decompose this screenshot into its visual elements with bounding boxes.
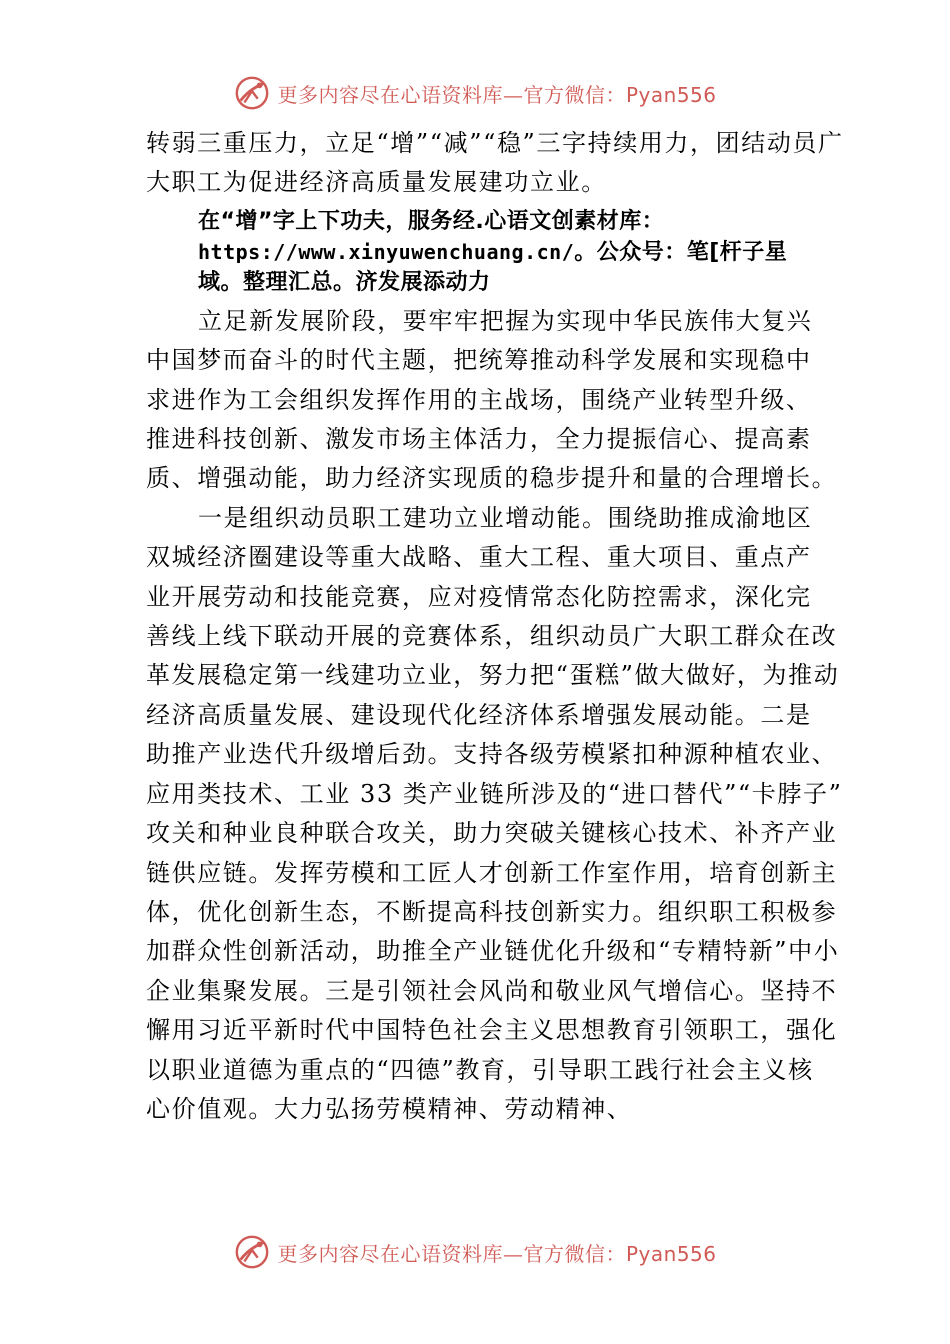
- text-line: 心价值观。大力弘扬劳模精神、劳动精神、: [146, 1094, 633, 1123]
- document-body: [146, 124, 844, 1129]
- text-line: 攻关和种业良种联合攻关，助力突破关键核心技术、补齐产业: [146, 819, 838, 848]
- text-line: 双城经济圈建设等重大战略、重大工程、重大项目、重点产: [146, 543, 812, 572]
- banner-text: 更多内容尽在心语资料库—官方微信：Pyan556: [277, 82, 717, 107]
- wechat-id: Pyan556: [625, 82, 717, 107]
- heading-line: 在“增”字上下功夫，服务经.心语文创素材库：: [198, 208, 665, 234]
- text-line: 以职业道德为重点的“四德”教育，引导职工践行社会主义核: [146, 1055, 814, 1084]
- text-line: 立足新发展阶段，要牢牢把握为实现中华民族伟大复兴: [198, 306, 813, 335]
- text-line: 善线上线下联动开展的竞赛体系，组织动员广大职工群众在改: [146, 622, 838, 651]
- text-line: 企业集聚发展。三是引领社会风尚和敬业风气增信心。坚持不: [146, 976, 838, 1005]
- text-line: 链供应链。发挥劳模和工匠人才创新工作室作用，培育创新主: [146, 858, 838, 887]
- logo-icon: [233, 1233, 271, 1271]
- text-line: 加群众性创新活动，助推全产业链优化升级和“专精特新”中小: [146, 937, 840, 966]
- text-line: 转弱三重压力，立足“增”“减”“稳”三字持续用力，团结动员广: [146, 129, 844, 157]
- wechat-id: Pyan556: [625, 1241, 717, 1266]
- text-line: 懈用习近平新时代中国特色社会主义思想教育引领职工，强化: [146, 1016, 838, 1045]
- text-line: 一是组织动员职工建功立业增动能。围绕助推成渝地区: [198, 503, 813, 532]
- text-line: 体，优化创新生态，不断提高科技创新实力。组织职工积极参: [146, 897, 838, 926]
- text-line: 大职工为促进经济高质量发展建功立业。: [146, 168, 607, 197]
- heading-line: https://www.xinyuwenchuang.cn/。公众号：笔[杆子星: [198, 239, 788, 265]
- text-line: 推进科技创新、激发市场主体活力，全力提振信心、提高素: [146, 425, 812, 454]
- text-line: 中国梦而奋斗的时代主题，把统筹推动科学发展和实现稳中: [146, 346, 812, 375]
- text-line: 革发展稳定第一线建功立业，努力把“蛋糕”做大做好，为推动: [146, 661, 840, 690]
- banner-text: 更多内容尽在心语资料库—官方微信：Pyan556: [277, 1241, 717, 1266]
- text-line: 求进作为工会组织发挥作用的主战场，围绕产业转型升级、: [146, 385, 812, 414]
- logo-icon: [233, 74, 271, 112]
- text-line: 业开展劳动和技能竞赛，应对疫情常态化防控需求，深化完: [146, 582, 812, 611]
- heading-url: https://www.xinyuwenchuang.cn/: [198, 239, 575, 264]
- heading-line: 域。整理汇总。济发展添动力: [198, 269, 491, 295]
- header-banner: [0, 68, 950, 118]
- text-line: 助推产业迭代升级增后劲。支持各级劳模紧扣种源种植农业、: [146, 740, 838, 769]
- section-heading: [146, 207, 826, 298]
- footer-banner: [0, 1227, 950, 1277]
- text-line: 质、增强动能，助力经济实现质的稳步提升和量的合理增长。: [146, 464, 838, 493]
- text-line: 应用类技术、工业 33 类产业链所涉及的“进口替代”“卡脖子”: [146, 779, 843, 808]
- text-line: 经济高质量发展、建设现代化经济体系增强发展动能。二是: [146, 700, 812, 729]
